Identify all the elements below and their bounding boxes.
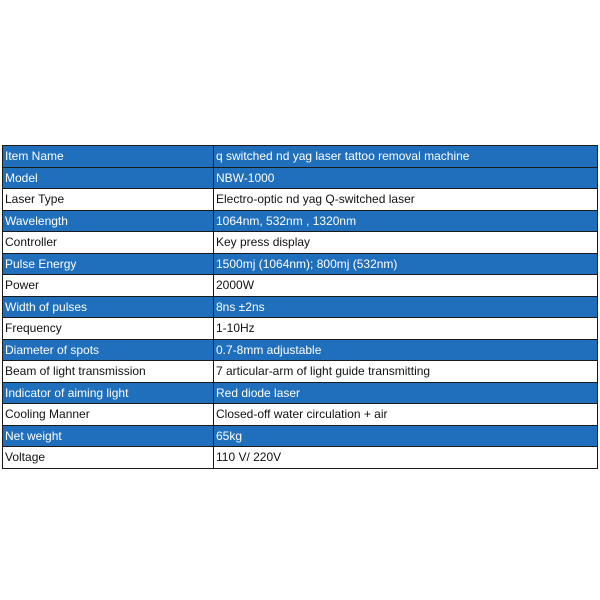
spec-label: Voltage: [3, 447, 214, 469]
spec-value: NBW-1000: [214, 167, 598, 189]
table-row: [3, 275, 598, 297]
spec-label: Width of pulses: [3, 296, 214, 318]
spec-value: Red diode laser: [214, 382, 598, 404]
spec-label: Wavelength: [3, 210, 214, 232]
spec-table: [2, 145, 598, 469]
spec-value: Electro-optic nd yag Q-switched laser: [214, 189, 598, 211]
spec-label: Indicator of aiming light: [3, 382, 214, 404]
spec-label: Cooling Manner: [3, 404, 214, 426]
table-row: [3, 425, 598, 447]
spec-value: Closed-off water circulation + air: [214, 404, 598, 426]
spec-label: Frequency: [3, 318, 214, 340]
table-row: [3, 189, 598, 211]
spec-label: Diameter of spots: [3, 339, 214, 361]
spec-label: Beam of light transmission: [3, 361, 214, 383]
spec-value: 0.7-8mm adjustable: [214, 339, 598, 361]
spec-label: Controller: [3, 232, 214, 254]
table-row: [3, 210, 598, 232]
spec-label: Power: [3, 275, 214, 297]
table-row: [3, 447, 598, 469]
spec-label: Pulse Energy: [3, 253, 214, 275]
spec-value: 1-10Hz: [214, 318, 598, 340]
spec-label: Net weight: [3, 425, 214, 447]
table-row: [3, 253, 598, 275]
spec-value: 8ns ±2ns: [214, 296, 598, 318]
spec-label: Item Name: [3, 146, 214, 168]
table-row: [3, 167, 598, 189]
spec-label: Laser Type: [3, 189, 214, 211]
spec-value: Key press display: [214, 232, 598, 254]
spec-value: 1500mj (1064nm); 800mj (532nm): [214, 253, 598, 275]
spec-value: 65kg: [214, 425, 598, 447]
table-row: [3, 382, 598, 404]
table-row: [3, 146, 598, 168]
spec-label: Model: [3, 167, 214, 189]
spec-value: 1064nm, 532nm , 1320nm: [214, 210, 598, 232]
table-row: [3, 318, 598, 340]
table-row: [3, 361, 598, 383]
table-row: [3, 404, 598, 426]
table-row: [3, 296, 598, 318]
spec-value: 2000W: [214, 275, 598, 297]
table-row: [3, 339, 598, 361]
spec-value: 110 V/ 220V: [214, 447, 598, 469]
spec-value: q switched nd yag laser tattoo removal machine: [214, 146, 598, 168]
spec-value: 7 articular-arm of light guide transmitting: [214, 361, 598, 383]
table-row: [3, 232, 598, 254]
